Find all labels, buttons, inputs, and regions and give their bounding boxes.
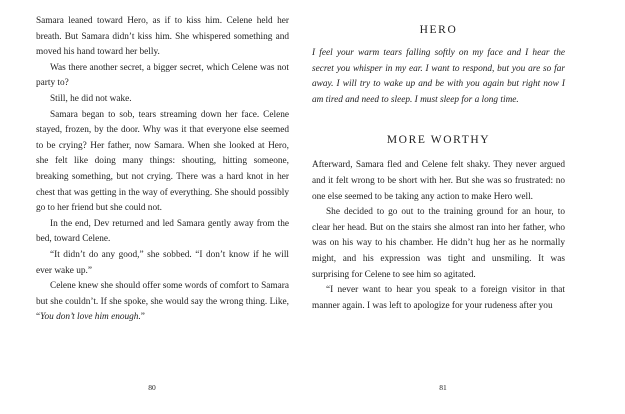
page-number-left: 80 (148, 383, 156, 392)
paragraph-text: Celene knew she should offer some words of comfort to Samara but she couldn’t. If she spoke, she would say the wrong thing. Like, “ (36, 281, 289, 323)
paragraph: “It didn’t do any good,” she sobbed. “I don’t know if he will ever wake up.” (36, 249, 289, 276)
left-page (0, 0, 290, 414)
paragraph-last (36, 279, 289, 326)
paragraph: I feel your warm tears falling softly on my face and I hear the secret you whisper in my ear. I want to respond, but you are so far away. I will try to wake up and be with you again but right now I am tired and need to sleep. I must sleep for a long time. (312, 48, 565, 105)
paragraph: She decided to go out to the training ground for an hour, to clear her head. But on the stairs she almost ran into her father, who was on his way to his chamber. He didn’t hug her as he normally might, and his expression was tight and unsmiling. It was surprising for Celene to see him so agitated. (312, 207, 565, 280)
paragraph: “I never want to hear you speak to a foreign visitor in that manner again. I was left to apologize for your rudeness after you (312, 285, 565, 311)
closing-quote: ” (140, 312, 145, 323)
paragraph: Samara leaned toward Hero, as if to kiss him. Celene held her breath. But Samara didn’t kiss him. She whispered something and moved his hand toward her belly. (36, 16, 289, 58)
right-page (312, 0, 602, 414)
page-number-right: 81 (439, 383, 447, 392)
paragraph: Afterward, Samara fled and Celene felt shaky. They never argued and it felt wrong to be short with her. But she was so frustrated: no one else seemed to be taking any action to make Hero well. (312, 160, 565, 202)
hero-italic-passage (312, 46, 565, 108)
right-page-text (312, 14, 565, 314)
paragraph: Was there another secret, a bigger secret, which Celene was not party to? (36, 62, 289, 89)
paragraph: Still, he did not wake. (50, 93, 132, 104)
chapter-title-hero: HERO (419, 24, 458, 36)
chapter-title-more-worthy: MORE WORTHY (386, 134, 491, 147)
paragraph: Samara began to sob, tears streaming down her face. Celene stayed, frozen, by the door. Why was it that everyone else seemed to be crying? Her father, now Samara. When she looked at Hero, she felt like doing many things: shouting, hitting someone, breaking something, but not crying. There was a hard knot in her chest that was getting in the way of everything. She should possibly go to her friend but she could not. (36, 109, 289, 214)
left-page-text (36, 14, 289, 326)
paragraph: In the end, Dev returned and led Samara gently away from the bed, toward Celene. (36, 218, 289, 245)
italic-thought: You don’t love him enough. (40, 312, 141, 323)
